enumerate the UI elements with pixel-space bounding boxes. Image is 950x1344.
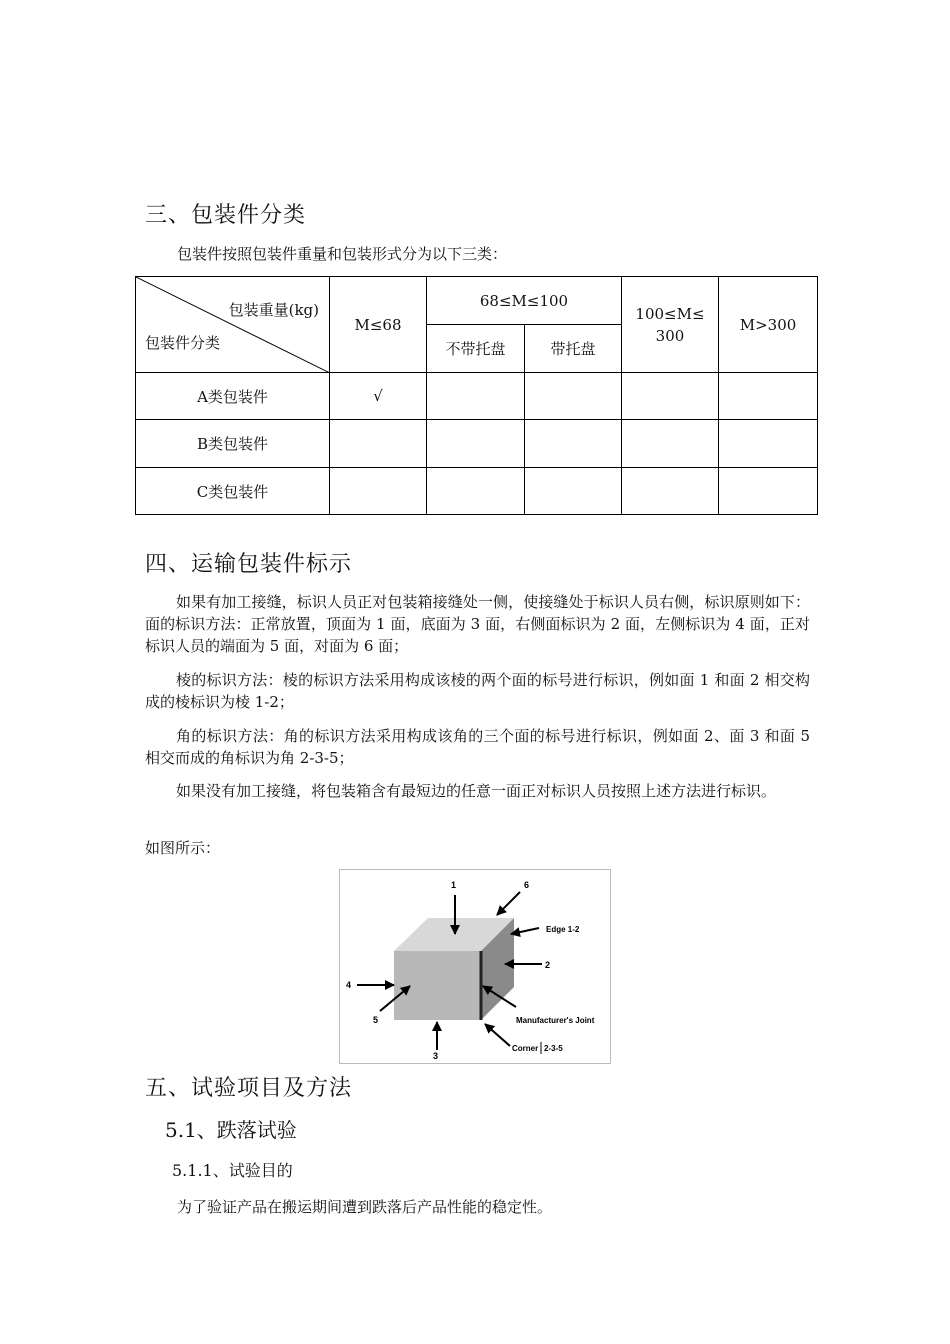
section-4-heading: 四、运输包装件标示 [145, 552, 353, 577]
table-row [136, 420, 818, 468]
subheader-pallet: 带托盘 [525, 325, 622, 373]
section-3-intro: 包装件按照包装件重量和包装形式分为以下三类： [177, 245, 508, 263]
header-100-300: 100≤M≤ 300 [622, 277, 719, 373]
label-joint: Manufacturer's Joint [516, 1016, 595, 1025]
package-classification-table [135, 276, 818, 515]
label-face-1: 1 [451, 880, 457, 890]
diagonal-header-cell [136, 277, 330, 373]
label-face-6: 6 [524, 880, 530, 890]
diagonal-line [136, 277, 330, 373]
header-class-label: 包装件分类 [145, 334, 221, 352]
table-cell [719, 373, 818, 420]
row-label: B类包装件 [136, 420, 330, 468]
box-marking-figure [339, 869, 611, 1064]
table-cell [427, 373, 525, 420]
table-cell [427, 468, 525, 515]
label-face-4: 4 [346, 980, 352, 990]
label-face-3: 3 [433, 1051, 439, 1061]
table-cell [330, 420, 427, 468]
table-cell [622, 420, 719, 468]
table-cell [622, 373, 719, 420]
label-face-5: 5 [373, 1015, 379, 1025]
section-5-1-heading: 5.1、跌落试验 [165, 1118, 297, 1142]
table-cell [427, 420, 525, 468]
subheader-no-pallet: 不带托盘 [427, 325, 525, 373]
table-cell [330, 468, 427, 515]
table-cell: √ [330, 373, 427, 420]
table-row [136, 468, 818, 515]
table-cell [525, 468, 622, 515]
table-cell [719, 468, 818, 515]
header-weight-label: 包装重量(kg) [228, 301, 319, 319]
box-diagram [340, 870, 610, 1063]
header-300: M>300 [719, 277, 818, 373]
label-edge: Edge 1-2 [546, 925, 580, 934]
label-face-2: 2 [545, 960, 551, 970]
header-m68: M≤68 [330, 277, 427, 373]
header-68-100: 68≤M≤100 [427, 277, 622, 325]
section-3-heading: 三、包装件分类 [145, 203, 307, 228]
row-label: C类包装件 [136, 468, 330, 515]
table-cell [525, 420, 622, 468]
label-corner: Corner [512, 1044, 539, 1053]
figure-caption: 如图所示： [145, 839, 221, 857]
front-face [394, 951, 481, 1020]
paragraph-edge-marking: 棱的标识方法：棱的标识方法采用构成该棱的两个面的标号进行标识，例如面 1 和面 2 相交构成的棱标识为棱 1-2； [145, 671, 810, 711]
paragraph-no-joint: 如果没有加工接缝，将包装箱含有最短边的任意一面正对标识人员按照上述方法进行标识。 [176, 782, 777, 800]
section-5-heading: 五、试验项目及方法 [145, 1076, 353, 1101]
table-cell [525, 373, 622, 420]
table-cell [622, 468, 719, 515]
paragraph-corner-marking: 角的标识方法：角的标识方法采用构成该角的三个面的标号进行标识，例如面 2、面 3 和面 5 相交而成的角标识为角 2-3-5； [145, 727, 810, 767]
paragraph-face-marking: 如果有加工接缝，标识人员正对包装箱接缝处一侧，使接缝处于标识人员右侧，标识原则如下：面的标识方法：正常放置，顶面为 1 面，底面为 3 面，右侧面标识为 2 面，左侧标识为 4 面，正对标识人员的端面为 5 面，对面为 6 面； [145, 593, 810, 655]
section-5-1-1-heading: 5.1.1、试验目的 [172, 1161, 293, 1180]
label-corner-id: 2-3-5 [544, 1044, 563, 1053]
section-5-text: 为了验证产品在搬运期间遭到跌落后产品性能的稳定性。 [177, 1198, 553, 1216]
table-row [136, 373, 818, 420]
row-label: A类包装件 [136, 373, 330, 420]
table-cell [719, 420, 818, 468]
